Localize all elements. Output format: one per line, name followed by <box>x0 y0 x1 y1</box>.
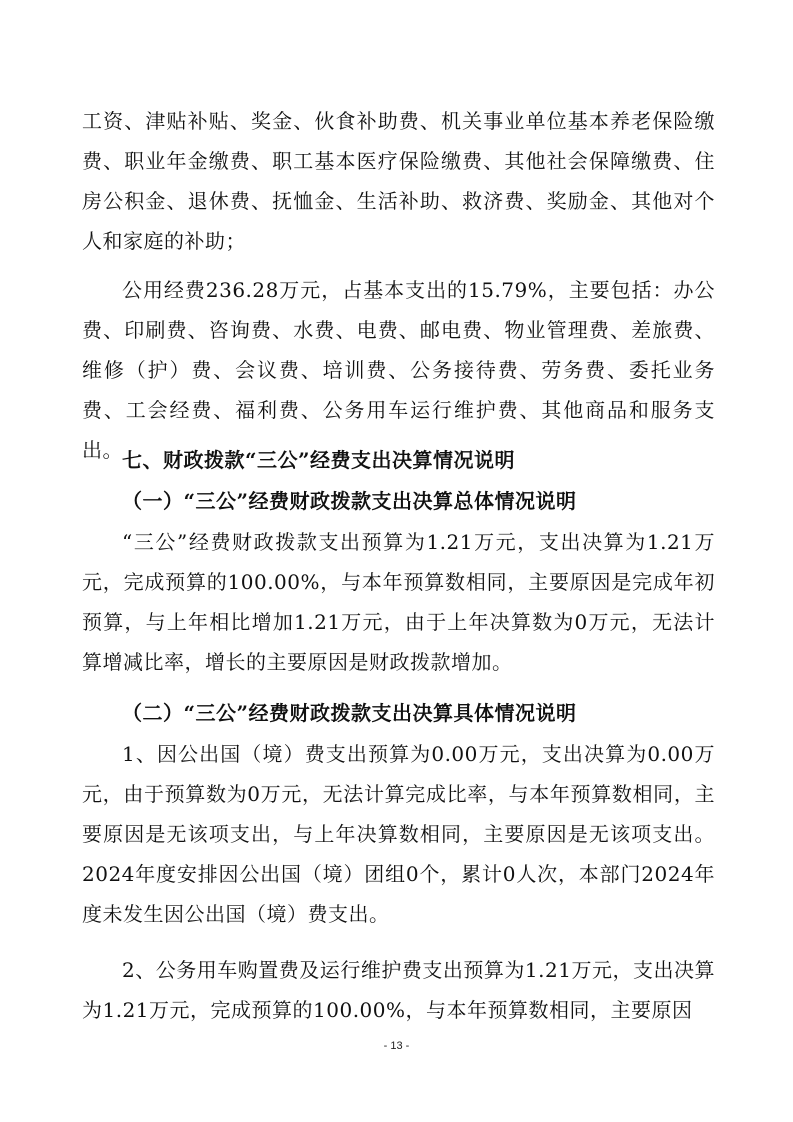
paragraph-public-expense: 公用经费236.28万元，占基本支出的15.79%，主要包括：办公费、印刷费、咨询费、水费、电费、邮电费、物业管理费、差旅费、维修（护）费、会议费、培训费、公务接待费、劳务费、委托业务费、工会经费、福利费、公务用车运行维护费、其他商品和服务支出。 <box>82 278 715 462</box>
paragraph-official-vehicle: 2、公务用车购置费及运行维护费支出预算为1.21万元，支出决算为1.21万元，完成预算的100.00%，与本年预算数相同，主要原因 <box>82 958 715 1022</box>
paragraph-overall-budget: “三公”经费财政拨款支出预算为1.21万元，支出决算为1.21万元，完成预算的100.00%，与本年预算数相同，主要原因是完成年初预算，与上年相比增加1.21万元，由于上年决算数为0万元，无法计算增减比率，增长的主要原因是财政拨款增加。 <box>82 530 715 674</box>
paragraph-overseas-travel: 1、因公出国（境）费支出预算为0.00万元，支出决算为0.00万元，由于预算数为0万元，无法计算完成比率，与本年预算数相同，主要原因是无该项支出，与上年决算数相同，主要原因是无该项支出。2024年度安排因公出国（境）团组0个，累计0人次，本部门2024年度未发生因公出国（境）费支出。 <box>82 742 715 926</box>
paragraph-personnel-expense-items: 工资、津贴补贴、奖金、伙食补助费、机关事业单位基本养老保险缴费、职业年金缴费、职工基本医疗保险缴费、其他社会保障缴费、住房公积金、退休费、抚恤金、生活补助、救济费、奖励金、其他对个人和家庭的补助； <box>82 109 715 253</box>
page-number: - 13 - <box>383 1040 410 1052</box>
section-heading-three-public: 七、财政拨款“三公”经费支出决算情况说明 <box>122 448 516 472</box>
subsection-heading-specific: （二）“三公”经费财政拨款支出决算具体情况说明 <box>122 701 577 725</box>
subsection-heading-overall: （一）“三公”经费财政拨款支出决算总体情况说明 <box>122 489 577 513</box>
